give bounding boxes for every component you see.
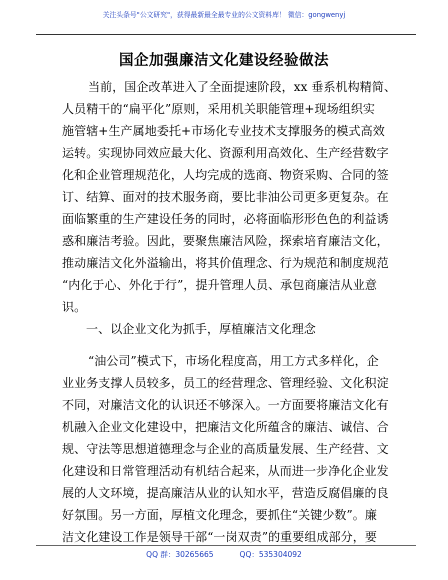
paragraph-line: 不同，对廉洁文化的认识还不够深入。一方面要将廉洁文化有 [62,398,389,412]
paragraph-line: 当前，国企改革进入了全面提速阶段，xx 垂系机构精简、 [88,80,397,94]
footer-qq-group: QQ 群：30265665 [146,550,214,559]
section-heading: 一、以企业文化为抓手，厚植廉洁文化理念 [86,322,316,336]
paragraph-line: 展的人文环境，提高廉洁从业的认知水平，营造反腐倡廉的良 [62,486,389,500]
header-banner: 关注头条号"公文研究"，获得最新最全最专业的公文资料库！ 微信：gongwenyj [102,11,346,19]
paragraph-line: 业业务支撑人员较多，员工的经营理念、管理经验、文化积淀 [62,376,389,390]
paragraph-line: 化建设和日常管理活动有机结合起来，从而进一步净化企业发 [62,464,389,478]
paragraph-line: 洁文化建设工作是领导干部“一岗双责”的重要组成部分，要 [62,530,377,544]
paragraph-line: 好氛围。另一方面，厚植文化理念，要抓住“关键少数”。廉 [62,508,377,522]
paragraph-line: “油公司”模式下，市场化程度高，用工方式多样化，企 [88,354,379,368]
paragraph-line: 施管辖+生产属地委托+市场化专业技术支撑服务的模式高效 [62,124,385,138]
paragraph-line: 运转。实现协同效应最大化、资源利用高效化、生产经营数字 [62,146,389,160]
footer-contact [0,550,448,560]
paragraph-line: 机融入企业文化建设中，把廉洁文化所蕴含的廉洁、诚信、合 [62,420,389,434]
paragraph-line: 人员精干的“扁平化”原则，采用机关职能管理+现场组织实 [62,102,376,116]
footer-divider [36,545,416,546]
page-title: 国企加强廉洁文化建设经验做法 [119,52,329,69]
paragraph-line: 化和企业管理规范化，人均完成的选商、物资采购、合同的签 [62,168,389,182]
paragraph-line: 订、结算、面对的技术服务商，要比非油公司更多更复杂。在 [62,190,389,204]
paragraph-line: 推动廉洁文化外溢输出，将其价值理念、行为规范和制度规范 [62,256,389,270]
paragraph-line: 惑和廉洁考验。因此，要聚焦廉洁风险，探索培育廉洁文化， [62,234,389,248]
paragraph-line: 识。 [62,300,87,314]
paragraph-line: 面临繁重的生产建设任务的同时，必将面临形形色色的利益诱 [62,212,389,226]
footer-qq: QQ：535304092 [239,550,302,559]
paragraph-line: 规、守法等思想道德理念与企业的高质量发展、生产经营、文 [62,442,389,456]
header-divider [36,34,416,35]
paragraph-line: “内化于心、外化于行”，提升管理人员、承包商廉洁从业意 [62,278,377,292]
